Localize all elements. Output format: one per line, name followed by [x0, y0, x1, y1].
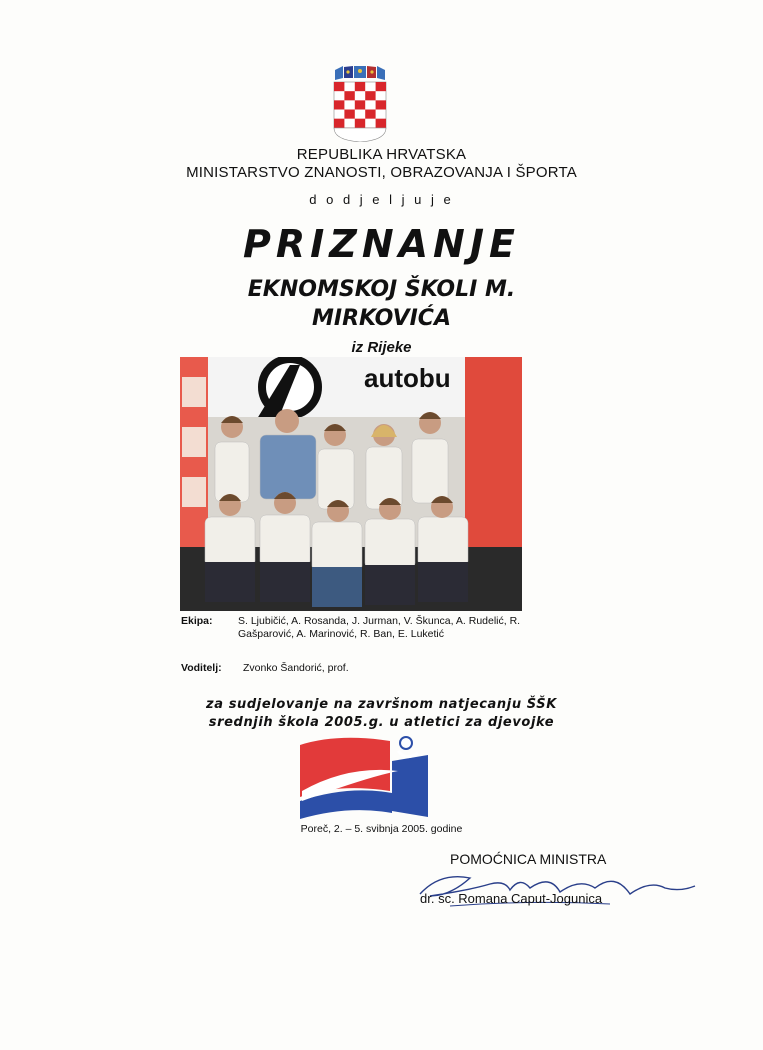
- purpose-line-1: za sudjelovanje na završnom natjecanju ŠŠK: [206, 697, 557, 712]
- croatian-coat-of-arms-icon: [331, 66, 389, 142]
- leader-name: Zvonko Šandorić, prof.: [243, 662, 349, 674]
- team-members: S. Ljubičić, A. Rosanda, J. Jurman, V. Škunca, A. Rudelić, R. Gašparović, A. Marinović, R. Ban, E. Luketić: [238, 615, 521, 640]
- leader-label: Voditelj:: [181, 662, 222, 674]
- ministry-heading: MINISTARSTVO ZNANOSTI, OBRAZOVANJA I ŠPORTA: [186, 164, 577, 181]
- republic-heading: REPUBLIKA HRVATSKA: [296, 146, 467, 163]
- banner-text: autobu: [364, 363, 451, 393]
- recipient-line-1: EKNOMSKOJ ŠKOLI M.: [247, 277, 516, 302]
- signatory-role: POMOĆNICA MINISTRA: [450, 851, 607, 867]
- competition-logo-icon: [298, 731, 430, 819]
- award-title: PRIZNANJE: [243, 222, 520, 266]
- awards-verb: d o d j e l j u j e: [309, 192, 454, 207]
- recipient-city: iz Rijeke: [351, 339, 412, 356]
- purpose-line-2: srednjih škola 2005.g. u atletici za djevojke: [208, 715, 555, 730]
- recipient-line-2: MIRKOVIĆA: [312, 306, 451, 331]
- team-label: Ekipa:: [181, 615, 213, 627]
- place-and-date: Poreč, 2. – 5. svibnja 2005. godine: [300, 823, 463, 835]
- signatory-name: dr. sc. Romana Caput-Jogunica: [420, 891, 603, 906]
- team-photo: [180, 357, 522, 611]
